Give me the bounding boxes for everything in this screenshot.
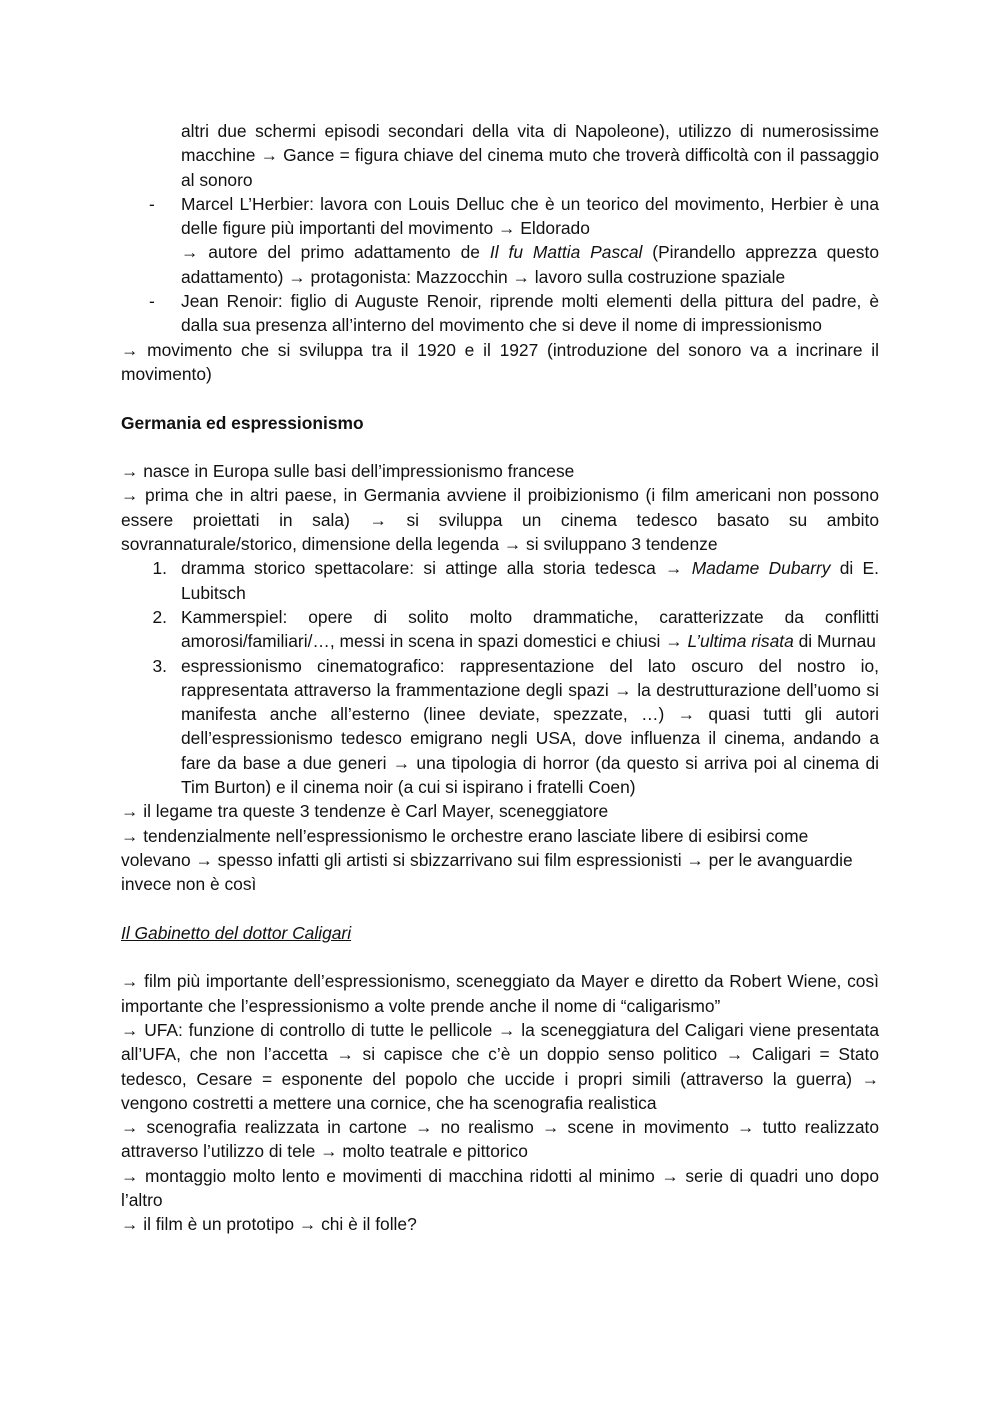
list-text-part: di Murnau <box>793 631 876 652</box>
subtext-part: (Pirandello apprezza questo adattamento) → protagonista: Mazzocchin → lavoro sulla costruzione spaziale <box>181 242 879 287</box>
numbered-item <box>121 605 879 654</box>
paragraph: → nasce in Europa sulle basi dell’impressionismo francese <box>121 461 575 482</box>
page-body <box>121 119 879 1237</box>
numbered-item <box>121 654 879 800</box>
section-heading: Germania ed espressionismo <box>121 412 364 433</box>
list-number: 3. <box>152 655 167 676</box>
italic-title: Il fu Mattia Pascal <box>489 242 643 263</box>
list-text <box>181 556 879 605</box>
paragraph: → UFA: funzione di controllo di tutte le pellicole → la sceneggiatura del Caligari viene presentata all’UFA, che non l’accetta → si capisce che c’è un doppio senso politico → Caligari = Stato tedesco, Cesare = esponente del popolo che uccide i propri simili (attraverso la guerra) → vengono costretti a mettere una cornice, che ha scenografia realistica <box>121 1019 879 1113</box>
paragraph: → tendenzialmente nell’espressionismo le orchestre erano lasciate libere di esibirsi come volevano → spesso infatti gli artisti si sbizzarrivano sui film espressionisti → per le avanguardie invece non è così <box>121 825 853 895</box>
paragraph: → prima che in altri paese, in Germania avviene il proibizionismo (i film americani non possono essere proiettati in sala) → si sviluppa un cinema tedesco basato su ambito sovrannaturale/storico, dimensione della legenda → si sviluppano 3 tendenze <box>121 485 879 555</box>
list-text-part: di E. Lubitsch <box>181 558 879 603</box>
italic-title: Madame Dubarry <box>691 558 831 579</box>
bullet-item <box>121 192 879 289</box>
paragraph: → film più importante dell’espressionismo, sceneggiato da Mayer e diretto da Robert Wiene, così importante che l’espressionismo a volte prende anche il nome di “caligarismo” <box>121 971 879 1016</box>
continuation-paragraph: altri due schermi episodi secondari della vita di Napoleone), utilizzo di numerosissime macchine → Gance = figura chiave del cinema muto che troverà difficoltà con il passaggio al sonoro <box>181 121 879 190</box>
section-heading-film: Il Gabinetto del dottor Caligari <box>121 922 352 943</box>
bullet-subtext <box>181 240 879 289</box>
bullet-text: Jean Renoir: figlio di Auguste Renoir, riprende molti elementi della pittura del padre, è dalla sua presenza all’interno del movimento che si deve il nome di impressionismo <box>181 291 879 336</box>
list-number: 2. <box>152 606 167 627</box>
bullet-marker: - <box>149 193 155 214</box>
list-text-part: Kammerspiel: opere di solito molto drammatiche, caratterizzate da conflitti amorosi/familiari/…, messi in scena in spazi domestici e chiusi → <box>181 606 879 652</box>
numbered-item <box>121 556 879 605</box>
list-text-part: espressionismo cinematografico: rappresentazione del lato oscuro del nostro io, rappresentata attraverso la frammentazione degli spazi → la destrutturazione dell’uomo si manifesta anche all’esterno (linee deviate, spezzate, …) → quasi tutti gli autori dell’espressionismo tedesco emigrano negli USA, dove influenza il cinema, andando a fare da base a due generi → una tipologia di horror (da questo si arriva poi al cinema di Tim Burton) e il cinema noir (a cui si ispirano i fratelli Coen) <box>181 655 879 798</box>
bullet-marker: - <box>149 291 155 312</box>
paragraph: → il legame tra queste 3 tendenze è Carl Mayer, sceneggiatore <box>121 801 609 822</box>
list-number: 1. <box>152 558 167 579</box>
bullet-text: Marcel L’Herbier: lavora con Louis Delluc che è un teorico del movimento, Herbier è una delle figure più importanti del movimento → Eldorado <box>181 193 879 239</box>
paragraph: → scenografia realizzata in cartone → no realismo → scene in movimento → tutto realizzato attraverso l’utilizzo di tele → molto teatrale e pittorico <box>121 1117 879 1162</box>
paragraph: → montaggio molto lento e movimenti di macchina ridotti al minimo → serie di quadri uno dopo l’altro <box>121 1165 879 1211</box>
paragraph: → movimento che si sviluppa tra il 1920 e il 1927 (introduzione del sonoro va a incrinare il movimento) <box>121 339 879 384</box>
list-text-part: dramma storico spettacolare: si attinge alla storia tedesca → <box>181 558 692 579</box>
list-text <box>181 654 879 800</box>
paragraph: → il film è un prototipo → chi è il folle? <box>121 1214 417 1235</box>
bullet-item <box>121 289 879 338</box>
italic-title: L’ultima risata <box>687 631 794 652</box>
list-text <box>181 605 879 654</box>
subtext-part: → autore del primo adattamento de <box>181 242 490 263</box>
